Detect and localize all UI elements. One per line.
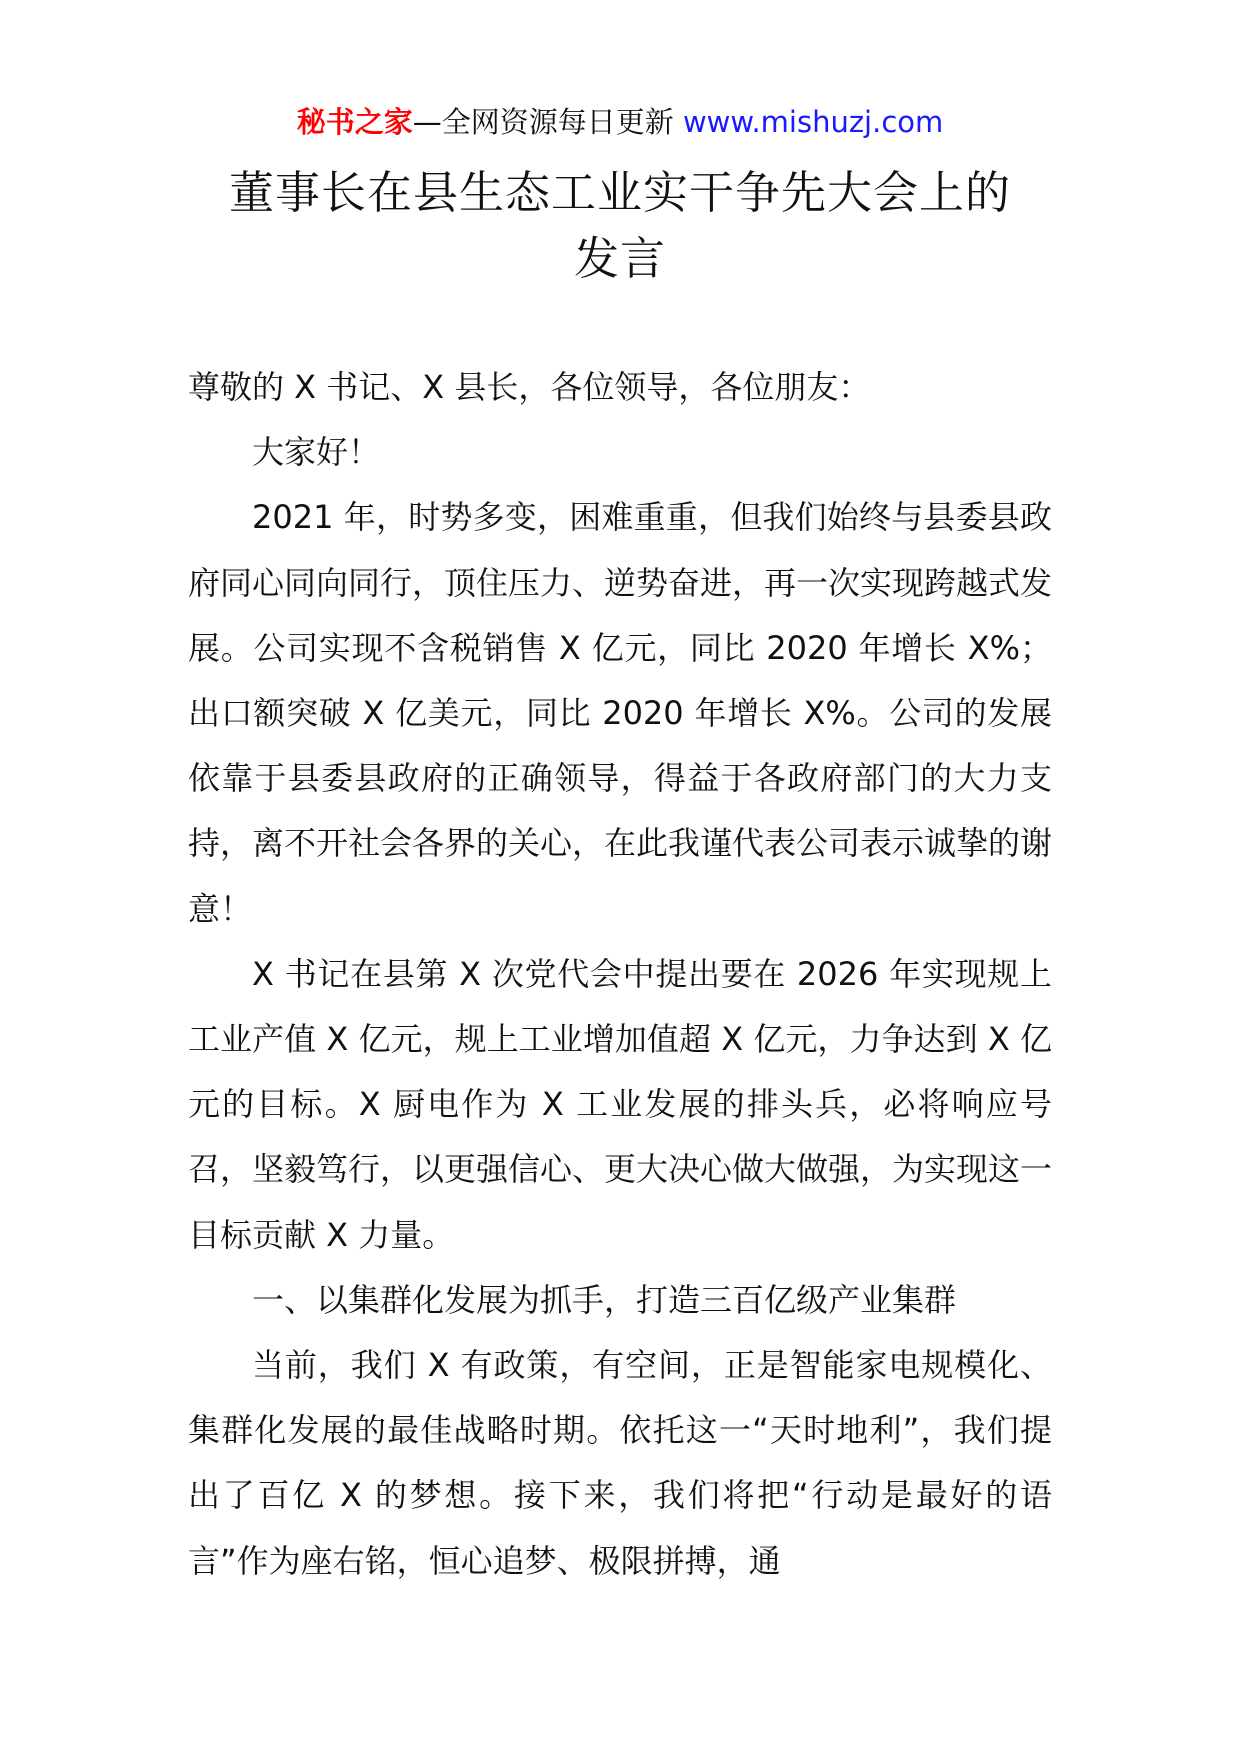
salutation: 尊敬的 X 书记、X 县长，各位领导，各位朋友：: [188, 368, 871, 406]
paragraph-2: X 书记在县第 X 次党代会中提出要在 2026 年实现规上工业产值 X 亿元，规上工业增加值超 X 亿元，力争达到 X 亿元的目标。X 厨电作为 X 工业发展的排头兵，必将响应号召，坚毅笃行，以更强信心、更大决心做大做强，为实现这一目标贡献 X 力量。: [188, 954, 1053, 1254]
paragraph-3: 当前，我们 X 有政策，有空间，正是智能家电规模化、集群化发展的最佳战略时期。依托这一“天时地利”，我们提出了百亿 X 的梦想。接下来，我们将把“行动是最好的语言”作为座右铭，恒心追梦、极限拼搏，通: [188, 1346, 1052, 1580]
header-tagline: —全网资源每日更新: [412, 105, 683, 139]
paragraph-1: 2021 年，时势多变，困难重重，但我们始终与县委县政府同心同向同行，顶住压力、逆势奋进，再一次实现跨越式发展。公司实现不含税销售 X 亿元，同比 2020 年增长 X%；出口额突破 X 亿美元，同比 2020 年增长 X%。公司的发展依靠于县委县政府的正确领导，得益于各政府部门的大力支持，离不开社会各界的关心，在此我谨代表公司表示诚挚的谢意！: [188, 498, 1053, 928]
title-line-1: 董事长在县生态工业实干争先大会上的: [228, 166, 1011, 219]
title-line-2: 发言: [573, 232, 666, 285]
site-header: [0, 102, 1240, 142]
document-body: [188, 355, 1052, 1594]
section-heading-1: 一、以集群化发展为抓手，打造三百亿级产业集群: [252, 1280, 957, 1319]
brand-name: 秘书之家: [296, 105, 413, 139]
site-url-link[interactable]: www.mishuzj.com: [682, 105, 944, 139]
document-title: [190, 160, 1050, 292]
greeting: 大家好！: [252, 433, 381, 472]
